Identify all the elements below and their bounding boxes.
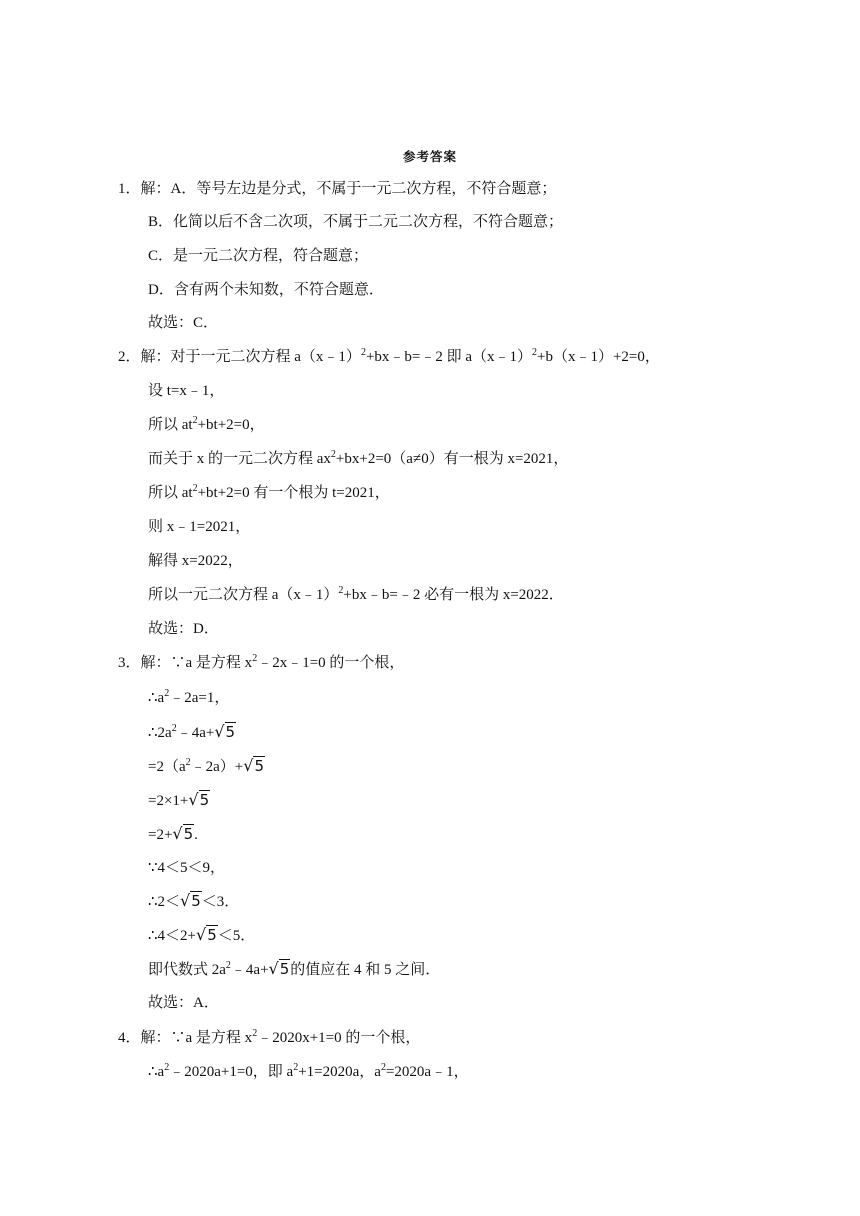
q2-line-2: 设 t=x﹣1， — [148, 383, 225, 399]
q3-line-2 — [148, 688, 229, 710]
q3-sup-10: 2 — [225, 960, 231, 971]
q2-sup-4: 2 — [330, 449, 336, 460]
q2-text-4b: +bx+2=0（a≠0）有一根为 x=2021， — [335, 451, 569, 467]
q2-sup-2: 2 — [532, 347, 538, 358]
q2-line-3 — [148, 415, 265, 437]
q3-line-4 — [148, 756, 265, 779]
q1-line-3: C．是一元二次方程，符合题意； — [148, 248, 369, 264]
q4-line-2 — [148, 1062, 469, 1084]
q3-sup-3: 2 — [171, 723, 177, 734]
radicand: 5 — [279, 960, 290, 978]
q3-text-1b: ﹣2x﹣1=0 的一个根， — [257, 655, 405, 671]
q3-text-9b: ＜5． — [217, 928, 256, 944]
radical-sign: √ — [188, 790, 199, 809]
q3-text-5a: =2×1+ — [148, 793, 189, 809]
q3-line-11: 故选：A． — [148, 995, 219, 1011]
q3-line-6 — [148, 824, 198, 845]
q3-text-10b: ﹣4a+ — [230, 962, 269, 978]
radicand: 5 — [225, 723, 236, 741]
q3-sup-2: 2 — [164, 688, 170, 699]
radical-sign: √ — [172, 824, 183, 843]
q4-text-2c: +1=2020a，a — [298, 1064, 381, 1080]
q2-text-1a: 解：对于一元二次方程 a（x﹣1） — [140, 349, 361, 365]
q4-line-1 — [118, 1028, 420, 1050]
sqrt-5 — [188, 790, 210, 811]
q2-sup-8: 2 — [338, 585, 344, 596]
sqrt-5 — [172, 824, 194, 845]
q1-text-1: 解：A．等号左边是分式，不属于一元二次方程，不符合题意； — [140, 181, 557, 197]
q2-line-8 — [148, 585, 564, 607]
q2-sup-5: 2 — [192, 483, 198, 494]
q2-number: 2． — [118, 349, 141, 365]
q4-text-2a: ∴a — [148, 1064, 165, 1080]
q3-text-10a: 即代数式 2a — [148, 962, 226, 978]
q3-line-10 — [148, 959, 440, 982]
q3-text-2b: ﹣2a=1， — [169, 690, 230, 706]
q3-text-1a: 解：∵a 是方程 x — [140, 655, 253, 671]
q3-text-4b: ﹣2a）+ — [190, 759, 244, 775]
q3-sup-4: 2 — [185, 757, 191, 768]
q4-text-2d: =2020a﹣1， — [385, 1064, 469, 1080]
q3-text-6a: =2+ — [148, 827, 173, 843]
q3-text-9a: ∴4＜2+ — [148, 928, 197, 944]
q3-text-3a: ∴2a — [148, 725, 172, 741]
radicand: 5 — [183, 825, 194, 843]
q4-sup-3: 2 — [293, 1062, 299, 1073]
q4-text-1a: 解：∵a 是方程 x — [140, 1030, 253, 1046]
q3-line-1 — [118, 653, 404, 675]
q2-line-4 — [148, 449, 568, 471]
q3-text-4a: =2（a — [148, 759, 186, 775]
q2-line-9: 故选：D． — [148, 621, 219, 637]
q3-sup-1: 2 — [252, 653, 258, 664]
q4-sup-4: 2 — [380, 1062, 386, 1073]
q2-text-5a: 所以 at — [148, 485, 193, 501]
q2-text-4a: 而关于 x 的一元二次方程 ax — [148, 451, 331, 467]
q4-text-1b: ﹣2020x+1=0 的一个根， — [257, 1030, 421, 1046]
radicand: 5 — [191, 892, 201, 910]
q2-line-6: 则 x﹣1=2021， — [148, 519, 251, 535]
radical-sign: √ — [180, 891, 191, 910]
q2-line-7: 解得 x=2022， — [148, 553, 243, 569]
q4-number: 4． — [118, 1030, 141, 1046]
q2-text-3a: 所以 at — [148, 417, 193, 433]
q2-sup-1: 2 — [360, 347, 366, 358]
q2-text-8b: +bx﹣b=﹣2 必有一根为 x=2022． — [343, 587, 564, 603]
q3-text-6b: . — [194, 827, 198, 843]
q4-sup-1: 2 — [252, 1028, 258, 1039]
q3-text-8b: ＜3． — [201, 894, 240, 910]
q3-text-3b: ﹣4a+ — [176, 725, 215, 741]
q2-text-8a: 所以一元二次方程 a（x﹣1） — [148, 587, 339, 603]
sqrt-5 — [180, 891, 202, 912]
q3-text-10c: 的值应在 4 和 5 之间． — [290, 962, 441, 978]
q1-number: 1． — [118, 181, 141, 197]
sqrt-5 — [214, 722, 236, 743]
q3-line-5 — [148, 790, 210, 811]
q3-line-9 — [148, 925, 255, 946]
radical-sign: √ — [196, 925, 207, 944]
q2-line-1 — [118, 347, 660, 369]
q1-line-1 — [118, 179, 556, 199]
radical-sign: √ — [243, 756, 254, 775]
q4-sup-2: 2 — [164, 1062, 170, 1073]
q3-text-2a: ∴a — [148, 690, 165, 706]
q1-line-5: 故选：C． — [148, 315, 219, 331]
radical-sign: √ — [268, 959, 279, 978]
q3-line-7: ∵4＜5＜9， — [148, 860, 226, 876]
page-title: 参考答案 — [402, 150, 457, 164]
q2-text-1c: +b（x﹣1）+2=0， — [537, 349, 660, 365]
q2-line-5 — [148, 483, 390, 505]
q1-line-2: B．化简以后不含二次项，不属于二元二次方程，不符合题意； — [148, 214, 564, 230]
sqrt-5 — [196, 925, 218, 946]
q3-number: 3． — [118, 655, 141, 671]
q2-text-3b: +bt+2=0， — [197, 417, 265, 433]
q2-text-5b: +bt+2=0 有一个根为 t=2021， — [197, 485, 390, 501]
q1-line-4: D．含有两个未知数，不符合题意． — [148, 282, 384, 298]
radical-sign: √ — [214, 722, 225, 741]
sqrt-5 — [269, 959, 291, 980]
q2-sup-3: 2 — [192, 415, 198, 426]
q2-text-1b: +bx﹣b=﹣2 即 a（x﹣1） — [365, 349, 533, 365]
radicand: 5 — [199, 791, 210, 809]
radicand: 5 — [207, 926, 217, 944]
sqrt-5 — [243, 756, 265, 777]
radicand: 5 — [254, 757, 264, 775]
q4-text-2b: ﹣2020a+1=0，即 a — [169, 1064, 294, 1080]
q3-line-8 — [148, 891, 239, 912]
q3-text-8a: ∴2＜ — [148, 894, 181, 910]
q3-line-3 — [148, 722, 236, 745]
